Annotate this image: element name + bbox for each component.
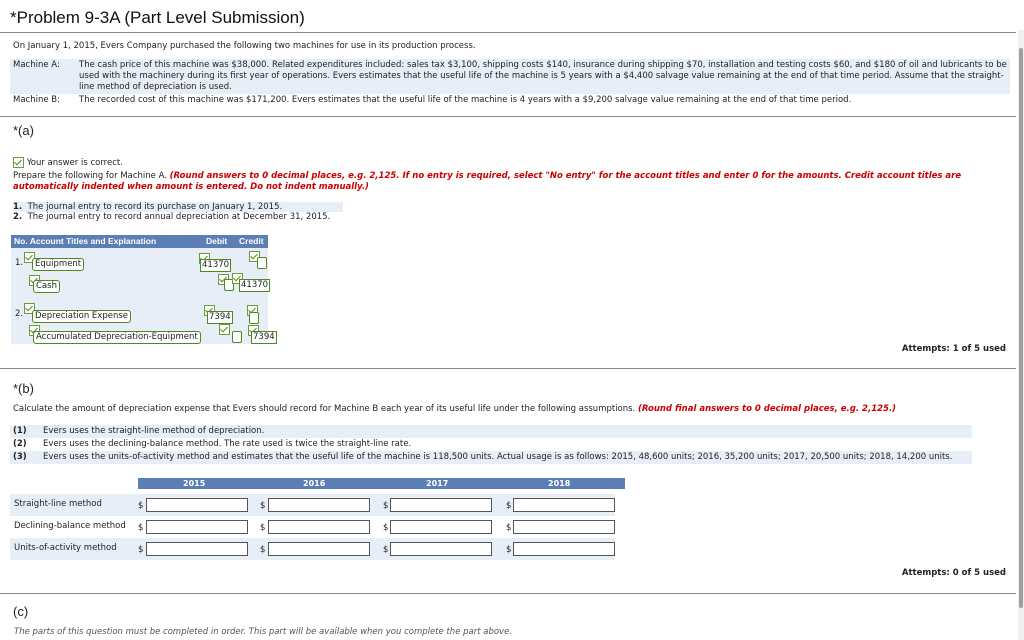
page-title: *Problem 9-3A (Part Level Submission) <box>10 8 305 27</box>
task-num: 2. <box>13 212 23 222</box>
currency-symbol: $ <box>138 523 144 533</box>
currency-symbol: $ <box>260 501 266 511</box>
scrollbar-thumb[interactable] <box>1019 48 1023 608</box>
assumption-text: Evers uses the units-of-activity method and estimates that the useful life of the machine is 118,500 units. Actual usage is as follows: 2015, 48,600 units; 2016, 35,200 units; 2017, 20,500 units; 2018, 14,200 units. <box>43 452 953 462</box>
checkmark-icon <box>13 157 24 168</box>
debit-input-1[interactable]: 41370 <box>202 260 230 270</box>
currency-symbol: $ <box>138 545 144 555</box>
account-select-depreciation-expense[interactable]: Depreciation Expense <box>32 310 131 323</box>
declining-balance-2016-input[interactable] <box>268 520 370 534</box>
assumption-num: (1) <box>13 426 27 436</box>
machine-b-label: Machine B: <box>13 95 60 105</box>
debit-input-4[interactable] <box>232 331 242 343</box>
straight-line-2015-input[interactable] <box>146 498 248 512</box>
declining-balance-2018-input[interactable] <box>513 520 615 534</box>
currency-symbol: $ <box>383 545 389 555</box>
assumption-item <box>10 438 972 451</box>
year-header <box>138 478 625 489</box>
correct-text: Your answer is correct. <box>26 158 123 168</box>
currency-symbol: $ <box>506 523 512 533</box>
task-text: The journal entry to record annual depreciation at December 31, 2015. <box>27 212 331 222</box>
journal-header <box>11 235 268 248</box>
units-activity-2018-input[interactable] <box>513 542 615 556</box>
method-row-declining-balance <box>10 516 615 538</box>
currency-symbol: $ <box>138 501 144 511</box>
task-list <box>13 202 343 222</box>
credit-input-1[interactable] <box>257 257 267 269</box>
round-instructions: (Round answers to 0 decimal places, e.g. 2,125. If no entry is required, select "No entry" for the account titles and enter 0 for the amounts. Credit account titles are automatically indented when amount is entered. Do not indent manually.) <box>13 171 962 192</box>
year-2018: 2018 <box>548 479 571 488</box>
journal-body <box>11 248 275 344</box>
debit-input-3[interactable]: 7394 <box>209 312 231 322</box>
part-c-heading: (c) <box>13 604 29 619</box>
divider <box>0 593 1016 594</box>
prompt-text: Calculate the amount of depreciation expense that Evers should record for Machine B each year of its useful life under the following assumptions. <box>13 404 636 414</box>
year-2015: 2015 <box>183 479 206 488</box>
intro-text: On January 1, 2015, Evers Company purchased the following two machines for use in its production process. <box>13 41 476 51</box>
round-note: (Round final answers to 0 decimal places, e.g. 2,125.) <box>637 404 897 414</box>
machine-b-text: The recorded cost of this machine was $171,200. Evers estimates that the useful life of the machine is 4 years with a $9,200 salvage value remaining at the end of that time period. <box>79 95 852 105</box>
machine-table <box>10 59 1010 107</box>
currency-symbol: $ <box>506 501 512 511</box>
prepare-text: Prepare the following for Machine A. <box>13 171 167 181</box>
divider <box>0 368 1016 369</box>
divider <box>0 32 1016 33</box>
entry-number: 1. <box>15 258 24 268</box>
part-b-heading: *(b) <box>13 381 34 396</box>
entry-number: 2. <box>15 309 24 319</box>
task-item <box>13 212 343 222</box>
units-activity-2015-input[interactable] <box>146 542 248 556</box>
col-debit-header: Debit <box>206 236 228 246</box>
method-label: Units-of-activity method <box>14 543 117 553</box>
straight-line-2017-input[interactable] <box>390 498 492 512</box>
part-c-note: The parts of this question must be completed in order. This part will be available when you complete the part above. <box>14 627 513 637</box>
part-a-instructions <box>13 171 993 193</box>
machine-b-row <box>10 94 1010 107</box>
col-credit-header: Credit <box>239 236 264 246</box>
part-b-prompt <box>13 404 896 414</box>
part-a-heading: *(a) <box>13 123 34 138</box>
currency-symbol: $ <box>383 501 389 511</box>
year-2016: 2016 <box>303 479 326 488</box>
units-activity-2017-input[interactable] <box>390 542 492 556</box>
credit-input-4[interactable]: 7394 <box>253 332 275 342</box>
machine-a-label: Machine A: <box>13 60 60 70</box>
assumption-text: Evers uses the straight-line method of depreciation. <box>43 426 265 436</box>
method-label: Declining-balance method <box>14 521 126 531</box>
checkmark-icon <box>219 324 230 335</box>
task-text: The journal entry to record its purchase on January 1, 2015. <box>27 202 283 212</box>
currency-symbol: $ <box>260 523 266 533</box>
machine-a-row <box>10 59 1010 94</box>
method-label: Straight-line method <box>14 499 102 509</box>
currency-symbol: $ <box>383 523 389 533</box>
assumption-list <box>10 425 972 464</box>
assumption-item <box>10 425 972 438</box>
method-row-units-of-activity <box>10 538 615 560</box>
credit-input-3[interactable] <box>249 312 259 324</box>
task-item <box>13 202 343 212</box>
assumption-num: (2) <box>13 439 27 449</box>
currency-symbol: $ <box>506 545 512 555</box>
method-row-straight-line <box>10 494 615 516</box>
machine-a-text: The cash price of this machine was $38,000. Related expenditures included: sales tax $3,100, shipping costs $140, insurance during shipping $70, installation and testing costs $60, and $180 of oil and lubricants to be used with the machinery during its first year of operations. Evers estimates that the useful life of the machine is 5 years with a $4,400 salvage value remaining at the end of that time period. Assume that the straight-line method of depreciation is used. <box>79 60 1007 92</box>
correct-message <box>13 157 123 168</box>
col-account-header: No. Account Titles and Explanation <box>14 236 157 246</box>
divider <box>0 116 1016 117</box>
straight-line-2018-input[interactable] <box>513 498 615 512</box>
task-num: 1. <box>13 202 23 212</box>
credit-input-2[interactable]: 41370 <box>241 280 269 290</box>
attempts-a: Attempts: 1 of 5 used <box>901 344 1006 354</box>
assumption-item <box>10 451 972 464</box>
assumption-text: Evers uses the declining-balance method. The rate used is twice the straight-line rate. <box>43 439 412 449</box>
account-select-equipment[interactable]: Equipment <box>32 258 84 271</box>
journal-table <box>11 235 275 344</box>
assumption-num: (3) <box>13 452 27 462</box>
year-2017: 2017 <box>426 479 449 488</box>
units-activity-2016-input[interactable] <box>268 542 370 556</box>
declining-balance-2017-input[interactable] <box>390 520 492 534</box>
account-select-accumulated-depreciation[interactable]: Accumulated Depreciation-Equipment <box>33 331 201 344</box>
account-select-cash[interactable]: Cash <box>33 280 60 293</box>
scrollbar[interactable] <box>1018 30 1024 640</box>
attempts-b: Attempts: 0 of 5 used <box>901 568 1006 578</box>
straight-line-2016-input[interactable] <box>268 498 370 512</box>
currency-symbol: $ <box>260 545 266 555</box>
declining-balance-2015-input[interactable] <box>146 520 248 534</box>
